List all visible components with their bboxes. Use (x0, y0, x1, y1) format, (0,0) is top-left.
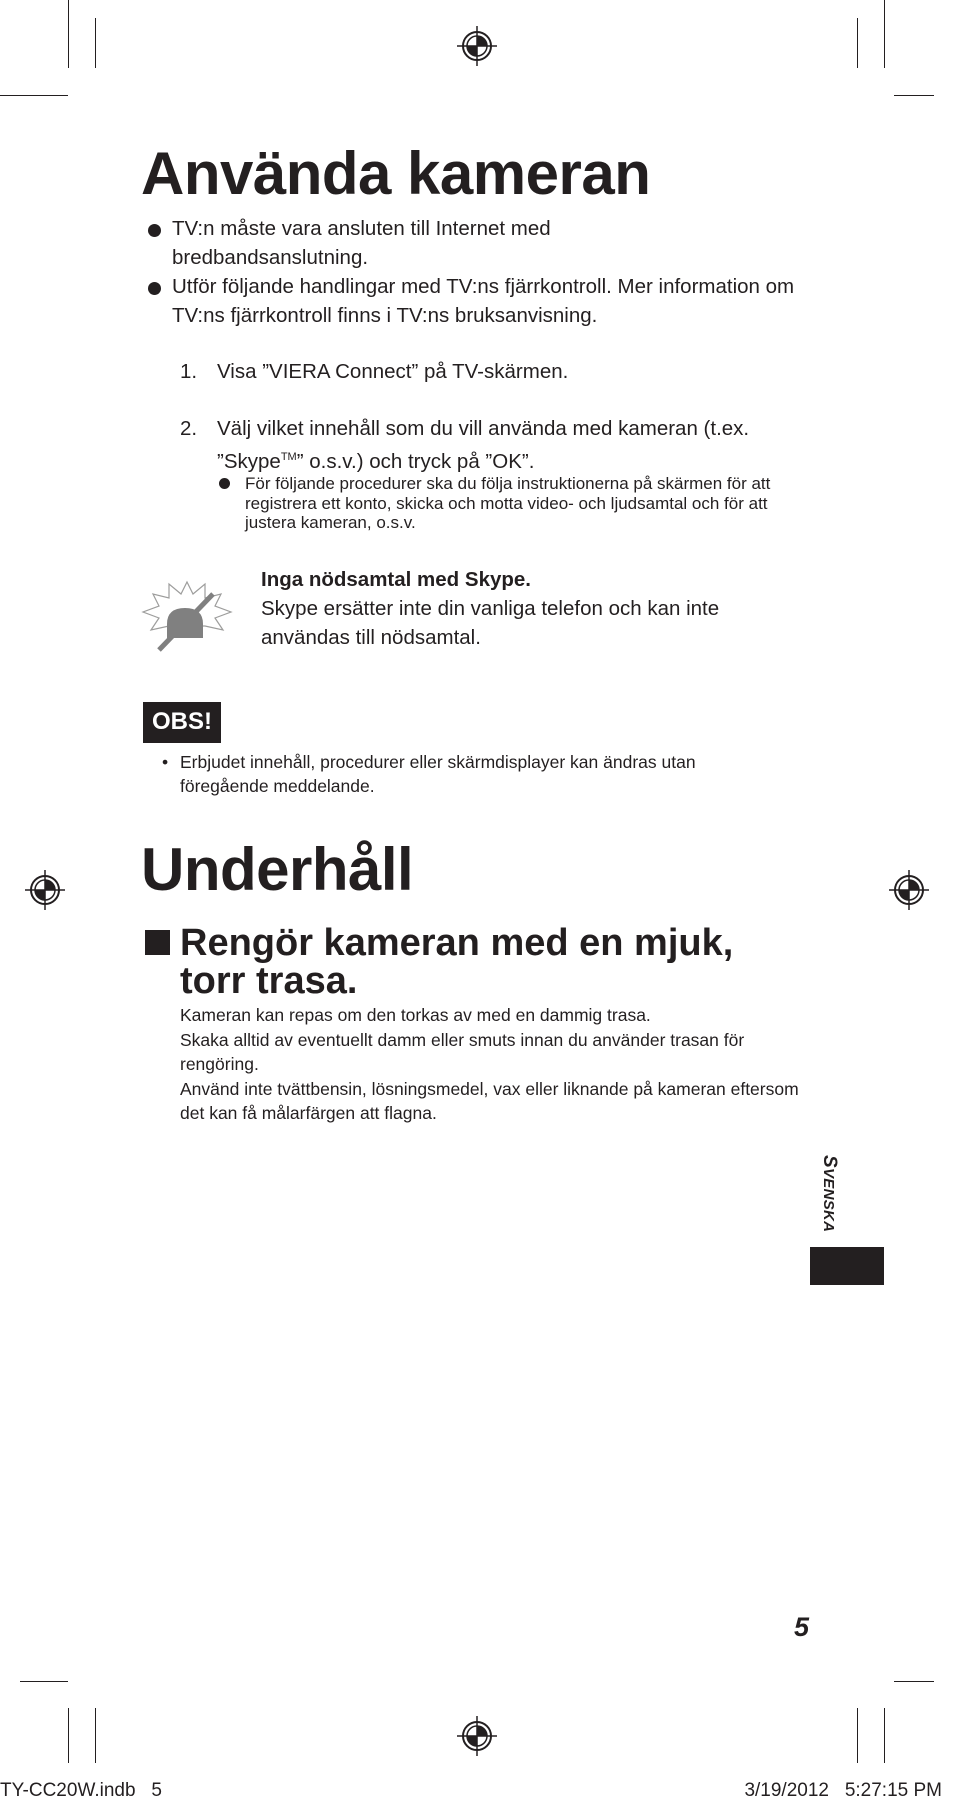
page-title: Använda kameran (141, 140, 651, 207)
step-text: Välj vilket innehåll som du vill använda med kameran (t.ex. (217, 417, 750, 440)
maintenance-title: Underhåll (141, 836, 414, 903)
step-text: Visa ”VIERA Connect” på TV-skärmen. (217, 360, 569, 383)
list-item: Utför följande handlingar med TV:ns fjärrkontroll. Mer information om TV:ns fjärrkontroll finns i TV:ns bruksanvisning. (145, 272, 815, 330)
obs-note (160, 750, 800, 798)
note-bullet: • (162, 752, 169, 772)
step-text-line2: ”Skype™” o.s.v.) och tryck på ”OK”. (217, 449, 535, 473)
no-emergency-call-icon (139, 578, 235, 652)
step-number: 1. (180, 360, 198, 383)
paragraph: Skaka alltid av eventuellt damm eller smuts innan du använder trasan för rengöring. (180, 1029, 745, 1074)
paragraph: Använd inte tvättbensin, lösningsmedel, vax eller liknande på kameran eftersom det kan få målarfärgen att flagna. (180, 1078, 799, 1123)
instruction-sub-list (219, 474, 804, 533)
page-number: 5 (794, 1612, 810, 1642)
language-tab (810, 1247, 884, 1285)
requirements-list (145, 214, 815, 330)
footer-file: TY-CC20W.indb 5 (0, 1780, 162, 1801)
step-number: 2. (180, 417, 198, 440)
list-item: TV:n måste vara ansluten till Internet med bredbandsanslutning. (145, 214, 602, 272)
note-text: Erbjudet innehåll, procedurer eller skärmdisplayer kan ändras utan föregående meddelande. (180, 752, 696, 796)
registration-mark-icon (457, 26, 497, 66)
registration-mark-icon (889, 870, 929, 910)
warning-text: Skype ersätter inte din vanliga telefon och kan inte användas till nödsamtal. (261, 597, 720, 649)
footer-timestamp: 3/19/2012 5:27:15 PM (744, 1780, 942, 1801)
registration-mark-icon (25, 870, 65, 910)
paragraph: Kameran kan repas om den torkas av med en dammig trasa. (180, 1005, 651, 1025)
trademark-mark: TM (280, 451, 297, 463)
step-2 (180, 414, 820, 474)
maintenance-subheading: Rengör kameran med en mjuk, torr trasa. (180, 922, 734, 1002)
language-label: SVENSKA (819, 1155, 840, 1233)
obs-label: OBS! (143, 702, 221, 743)
registration-mark-icon (457, 1716, 497, 1756)
square-bullet-icon (145, 930, 170, 955)
warning-title: Inga nödsamtal med Skype. (261, 568, 531, 591)
maintenance-text (180, 1003, 800, 1126)
list-item: För följande procedurer ska du följa instruktionerna på skärmen för att registrera ett konto, skicka och motta video- och ljudsamtal och för att justera kameran, o.s.v. (219, 474, 804, 533)
